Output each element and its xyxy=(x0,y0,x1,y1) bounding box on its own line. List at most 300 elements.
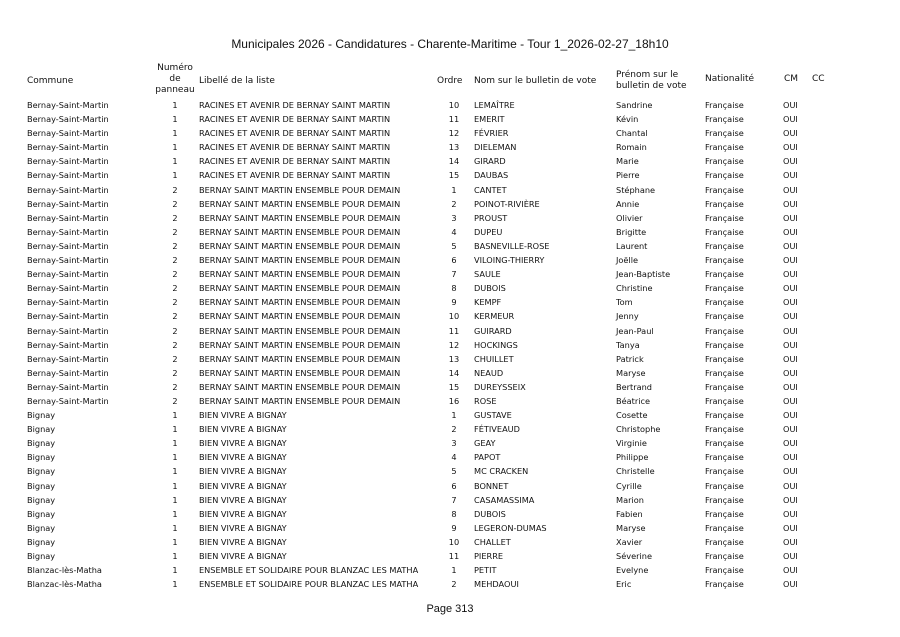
cell-ordre: 14 xyxy=(448,156,460,167)
cell-prenom: Philippe xyxy=(616,452,649,463)
cell-nationalite: Française xyxy=(705,424,744,435)
cell-prenom: Olivier xyxy=(616,212,643,223)
cell-cm: OUI xyxy=(783,114,798,125)
cell-commune: Bernay-Saint-Martin xyxy=(27,283,109,294)
cell-libelle: BIEN VIVRE A BIGNAY xyxy=(199,438,287,449)
table-row xyxy=(0,422,900,436)
cell-nationalite: Française xyxy=(705,156,744,167)
cell-libelle: BERNAY SAINT MARTIN ENSEMBLE POUR DEMAIN xyxy=(199,325,401,336)
table-row xyxy=(0,154,900,168)
cell-nationalite: Française xyxy=(705,311,744,322)
table-row xyxy=(0,352,900,366)
cell-panneau: 2 xyxy=(172,226,178,237)
cell-cm: OUI xyxy=(783,269,798,280)
cell-prenom: Joëlle xyxy=(616,255,639,266)
cell-nationalite: Française xyxy=(705,339,744,350)
cell-libelle: BIEN VIVRE A BIGNAY xyxy=(199,424,287,435)
cell-libelle: RACINES ET AVENIR DE BERNAY SAINT MARTIN xyxy=(199,156,391,167)
table-row xyxy=(0,493,900,507)
cell-panneau: 1 xyxy=(172,522,178,533)
cell-prenom: Marion xyxy=(616,494,644,505)
cell-nationalite: Française xyxy=(705,100,744,110)
cell-nationalite: Française xyxy=(705,353,744,364)
cell-cm: OUI xyxy=(783,536,798,547)
table-row xyxy=(0,380,900,394)
table-row xyxy=(0,464,900,478)
cell-panneau: 1 xyxy=(172,565,178,576)
cell-panneau: 1 xyxy=(172,410,178,421)
header-ordre: Ordre xyxy=(437,76,463,86)
cell-panneau: 2 xyxy=(172,255,178,266)
cell-cm: OUI xyxy=(783,226,798,237)
cell-prenom: Evelyne xyxy=(616,565,649,576)
cell-libelle: BERNAY SAINT MARTIN ENSEMBLE POUR DEMAIN xyxy=(199,367,401,378)
cell-ordre: 13 xyxy=(448,353,460,364)
cell-libelle: BERNAY SAINT MARTIN ENSEMBLE POUR DEMAIN xyxy=(199,297,401,308)
cell-ordre: 10 xyxy=(448,100,460,110)
cell-ordre: 8 xyxy=(451,283,457,294)
cell-commune: Bernay-Saint-Martin xyxy=(27,339,109,350)
cell-ordre: 12 xyxy=(448,339,460,350)
cell-libelle: BERNAY SAINT MARTIN ENSEMBLE POUR DEMAIN xyxy=(199,269,401,280)
cell-nationalite: Française xyxy=(705,114,744,125)
cell-panneau: 1 xyxy=(172,579,178,590)
cell-nationalite: Française xyxy=(705,170,744,181)
cell-ordre: 6 xyxy=(451,255,457,266)
cell-libelle: RACINES ET AVENIR DE BERNAY SAINT MARTIN xyxy=(199,170,391,181)
cell-panneau: 1 xyxy=(172,480,178,491)
cell-panneau: 2 xyxy=(172,395,178,406)
cell-nom: PETIT xyxy=(474,565,497,576)
table-row xyxy=(0,324,900,338)
header-prenom-line2: bulletin de vote xyxy=(616,81,687,91)
header-panneau-line2: de xyxy=(169,74,181,84)
cell-libelle: RACINES ET AVENIR DE BERNAY SAINT MARTIN xyxy=(199,114,391,125)
table-row xyxy=(0,197,900,211)
cell-nom: SAULE xyxy=(474,269,501,280)
cell-libelle: BERNAY SAINT MARTIN ENSEMBLE POUR DEMAIN xyxy=(199,198,401,209)
cell-panneau: 1 xyxy=(172,170,178,181)
cell-commune: Bernay-Saint-Martin xyxy=(27,184,109,195)
cell-prenom: Jenny xyxy=(616,311,639,322)
cell-commune: Bernay-Saint-Martin xyxy=(27,156,109,167)
cell-nom: BASNEVILLE-ROSE xyxy=(474,240,550,251)
table-row xyxy=(0,253,900,267)
cell-nom: PAPOT xyxy=(474,452,501,463)
cell-prenom: Pierre xyxy=(616,170,640,181)
cell-nom: DIELEMAN xyxy=(474,142,517,153)
cell-nom: CASAMASSIMA xyxy=(474,494,535,505)
cell-commune: Bernay-Saint-Martin xyxy=(27,395,109,406)
cell-prenom: Romain xyxy=(616,142,647,153)
table-row xyxy=(0,535,900,549)
table-row xyxy=(0,507,900,521)
cell-ordre: 5 xyxy=(451,240,457,251)
cell-commune: Bernay-Saint-Martin xyxy=(27,311,109,322)
table-row xyxy=(0,436,900,450)
cell-commune: Bignay xyxy=(27,452,56,463)
cell-panneau: 1 xyxy=(172,114,178,125)
cell-panneau: 2 xyxy=(172,367,178,378)
cell-libelle: RACINES ET AVENIR DE BERNAY SAINT MARTIN xyxy=(199,100,391,110)
cell-libelle: BIEN VIVRE A BIGNAY xyxy=(199,522,287,533)
cell-nationalite: Française xyxy=(705,522,744,533)
table-row xyxy=(0,225,900,239)
header-libelle: Libellé de la liste xyxy=(199,76,275,86)
table-row xyxy=(0,521,900,535)
cell-nationalite: Française xyxy=(705,367,744,378)
cell-prenom: Annie xyxy=(616,198,640,209)
cell-ordre: 6 xyxy=(451,480,457,491)
cell-commune: Bignay xyxy=(27,508,56,519)
cell-nom: FÉTIVEAUD xyxy=(474,424,520,435)
cell-cm: OUI xyxy=(783,339,798,350)
table-row xyxy=(0,168,900,182)
cell-nationalite: Française xyxy=(705,198,744,209)
cell-cm: OUI xyxy=(783,381,798,392)
header-commune: Commune xyxy=(27,76,74,86)
header-nom: Nom sur le bulletin de vote xyxy=(474,76,597,86)
cell-cm: OUI xyxy=(783,551,798,561)
header-panneau-line1: Numéro xyxy=(157,63,193,73)
cell-cm: OUI xyxy=(783,170,798,181)
cell-commune: Bernay-Saint-Martin xyxy=(27,240,109,251)
table-row xyxy=(0,577,900,591)
cell-prenom: Chantal xyxy=(616,128,648,139)
cell-commune: Bernay-Saint-Martin xyxy=(27,170,109,181)
cell-libelle: BERNAY SAINT MARTIN ENSEMBLE POUR DEMAIN xyxy=(199,283,401,294)
cell-ordre: 1 xyxy=(451,410,457,421)
cell-ordre: 12 xyxy=(448,128,460,139)
cell-commune: Bignay xyxy=(27,410,56,421)
cell-nom: PIERRE xyxy=(474,551,504,561)
cell-cm: OUI xyxy=(783,522,798,533)
table-row xyxy=(0,394,900,408)
cell-nationalite: Française xyxy=(705,565,744,576)
cell-nationalite: Française xyxy=(705,283,744,294)
cell-nom: DUBOIS xyxy=(474,283,506,294)
cell-libelle: BERNAY SAINT MARTIN ENSEMBLE POUR DEMAIN xyxy=(199,311,401,322)
table-row xyxy=(0,267,900,281)
cell-nationalite: Française xyxy=(705,269,744,280)
table-row xyxy=(0,366,900,380)
cell-cm: OUI xyxy=(783,311,798,322)
cell-cm: OUI xyxy=(783,128,798,139)
table-row xyxy=(0,239,900,253)
cell-prenom: Jean-Paul xyxy=(616,325,654,336)
cell-commune: Bernay-Saint-Martin xyxy=(27,255,109,266)
cell-ordre: 2 xyxy=(451,579,457,590)
cell-nationalite: Française xyxy=(705,452,744,463)
cell-nationalite: Française xyxy=(705,226,744,237)
cell-nationalite: Française xyxy=(705,240,744,251)
cell-ordre: 3 xyxy=(451,212,457,223)
cell-nationalite: Française xyxy=(705,438,744,449)
cell-ordre: 11 xyxy=(448,551,460,561)
cell-libelle: BERNAY SAINT MARTIN ENSEMBLE POUR DEMAIN xyxy=(199,255,401,266)
cell-libelle: BIEN VIVRE A BIGNAY xyxy=(199,410,287,421)
header-cm: CM xyxy=(784,74,799,84)
cell-ordre: 10 xyxy=(448,311,460,322)
table-row xyxy=(0,450,900,464)
cell-nom: GEAY xyxy=(474,438,496,449)
table-row xyxy=(0,295,900,309)
cell-libelle: BERNAY SAINT MARTIN ENSEMBLE POUR DEMAIN xyxy=(199,240,401,251)
cell-libelle: BIEN VIVRE A BIGNAY xyxy=(199,452,287,463)
table-row xyxy=(0,281,900,295)
cell-cm: OUI xyxy=(783,212,798,223)
cell-panneau: 1 xyxy=(172,536,178,547)
cell-panneau: 1 xyxy=(172,424,178,435)
cell-prenom: Bertrand xyxy=(616,381,653,392)
cell-nom: ROSE xyxy=(474,395,497,406)
cell-nom: NEAUD xyxy=(474,367,504,378)
cell-ordre: 14 xyxy=(448,367,460,378)
cell-libelle: BIEN VIVRE A BIGNAY xyxy=(199,466,287,477)
cell-cm: OUI xyxy=(783,438,798,449)
cell-commune: Bignay xyxy=(27,536,56,547)
cell-prenom: Séverine xyxy=(616,551,652,561)
header-nationalite: Nationalité xyxy=(705,74,755,84)
cell-cm: OUI xyxy=(783,466,798,477)
header-panneau xyxy=(152,63,198,96)
cell-panneau: 2 xyxy=(172,311,178,322)
cell-ordre: 7 xyxy=(451,494,457,505)
cell-nom: DUPEU xyxy=(474,226,503,237)
cell-nom: DUREYSSEIX xyxy=(474,381,526,392)
cell-prenom: Christophe xyxy=(616,424,661,435)
cell-cm: OUI xyxy=(783,255,798,266)
cell-nom: CHUILLET xyxy=(474,353,514,364)
cell-ordre: 1 xyxy=(451,565,457,576)
cell-commune: Bernay-Saint-Martin xyxy=(27,128,109,139)
cell-cm: OUI xyxy=(783,367,798,378)
cell-panneau: 2 xyxy=(172,297,178,308)
cell-nationalite: Française xyxy=(705,466,744,477)
page-number: Page 313 xyxy=(426,603,474,615)
cell-nom: GUSTAVE xyxy=(474,410,512,421)
cell-ordre: 8 xyxy=(451,508,457,519)
cell-panneau: 1 xyxy=(172,438,178,449)
cell-panneau: 1 xyxy=(172,452,178,463)
cell-commune: Bernay-Saint-Martin xyxy=(27,198,109,209)
cell-nom: GIRARD xyxy=(474,156,506,167)
cell-ordre: 15 xyxy=(448,170,460,181)
cell-panneau: 2 xyxy=(172,184,178,195)
cell-panneau: 1 xyxy=(172,128,178,139)
cell-ordre: 9 xyxy=(451,297,457,308)
cell-libelle: BIEN VIVRE A BIGNAY xyxy=(199,494,287,505)
cell-panneau: 2 xyxy=(172,283,178,294)
cell-cm: OUI xyxy=(783,410,798,421)
cell-libelle: BERNAY SAINT MARTIN ENSEMBLE POUR DEMAIN xyxy=(199,339,401,350)
table-row xyxy=(0,112,900,126)
cell-cm: OUI xyxy=(783,184,798,195)
cell-nationalite: Française xyxy=(705,480,744,491)
cell-cm: OUI xyxy=(783,579,798,590)
cell-nationalite: Française xyxy=(705,212,744,223)
cell-nationalite: Française xyxy=(705,536,744,547)
cell-ordre: 10 xyxy=(448,536,460,547)
cell-prenom: Virginie xyxy=(616,438,647,449)
cell-commune: Bignay xyxy=(27,438,56,449)
cell-ordre: 7 xyxy=(451,269,457,280)
cell-commune: Bignay xyxy=(27,480,56,491)
cell-libelle: BERNAY SAINT MARTIN ENSEMBLE POUR DEMAIN xyxy=(199,226,401,237)
cell-ordre: 2 xyxy=(451,198,457,209)
cell-nom: MC CRACKEN xyxy=(474,466,529,477)
cell-prenom: Stéphane xyxy=(616,184,656,195)
cell-panneau: 2 xyxy=(172,381,178,392)
cell-nom: EMERIT xyxy=(474,114,505,125)
cell-panneau: 1 xyxy=(172,100,178,110)
cell-nom: LEGERON-DUMAS xyxy=(474,522,547,533)
cell-prenom: Béatrice xyxy=(616,395,651,406)
cell-commune: Bernay-Saint-Martin xyxy=(27,212,109,223)
cell-ordre: 9 xyxy=(451,522,457,533)
cell-panneau: 2 xyxy=(172,269,178,280)
cell-commune: Bernay-Saint-Martin xyxy=(27,142,109,153)
cell-cm: OUI xyxy=(783,156,798,167)
cell-prenom: Tanya xyxy=(616,339,640,350)
cell-cm: OUI xyxy=(783,240,798,251)
cell-commune: Bignay xyxy=(27,466,56,477)
cell-libelle: BERNAY SAINT MARTIN ENSEMBLE POUR DEMAIN xyxy=(199,353,401,364)
cell-nom: CHALLET xyxy=(474,536,511,547)
cell-cm: OUI xyxy=(783,198,798,209)
cell-panneau: 1 xyxy=(172,508,178,519)
cell-prenom: Sandrine xyxy=(616,100,653,110)
cell-prenom: Maryse xyxy=(616,367,646,378)
cell-commune: Bernay-Saint-Martin xyxy=(27,226,109,237)
cell-libelle: BERNAY SAINT MARTIN ENSEMBLE POUR DEMAIN xyxy=(199,184,401,195)
table-row xyxy=(0,563,900,577)
page-title: Municipales 2026 - Candidatures - Charente-Maritime - Tour 1_2026-02-27_18h10 xyxy=(231,37,669,51)
cell-nom: KERMEUR xyxy=(474,311,515,322)
cell-nationalite: Française xyxy=(705,410,744,421)
cell-prenom: Cosette xyxy=(616,410,648,421)
cell-ordre: 13 xyxy=(448,142,460,153)
cell-nom: GUIRARD xyxy=(474,325,512,336)
table-row xyxy=(0,98,900,112)
table-row xyxy=(0,211,900,225)
cell-libelle: ENSEMBLE ET SOLIDAIRE POUR BLANZAC LES MATHA xyxy=(199,579,419,590)
cell-libelle: RACINES ET AVENIR DE BERNAY SAINT MARTIN xyxy=(199,128,391,139)
cell-nom: VILOING-THIERRY xyxy=(474,255,545,266)
cell-nationalite: Française xyxy=(705,579,744,590)
cell-libelle: ENSEMBLE ET SOLIDAIRE POUR BLANZAC LES MATHA xyxy=(199,565,419,576)
cell-panneau: 2 xyxy=(172,212,178,223)
cell-nationalite: Française xyxy=(705,297,744,308)
cell-ordre: 1 xyxy=(451,184,457,195)
cell-libelle: BIEN VIVRE A BIGNAY xyxy=(199,480,287,491)
header-panneau-line3: panneau xyxy=(155,85,195,95)
cell-prenom: Marie xyxy=(616,156,639,167)
cell-ordre: 11 xyxy=(448,114,460,125)
cell-prenom: Tom xyxy=(616,297,633,308)
cell-commune: Bignay xyxy=(27,494,56,505)
cell-commune: Bernay-Saint-Martin xyxy=(27,269,109,280)
cell-commune: Bernay-Saint-Martin xyxy=(27,297,109,308)
cell-libelle: BERNAY SAINT MARTIN ENSEMBLE POUR DEMAIN xyxy=(199,395,401,406)
cell-nom: FÉVRIER xyxy=(474,128,509,139)
table-row xyxy=(0,183,900,197)
cell-ordre: 4 xyxy=(451,226,457,237)
cell-panneau: 1 xyxy=(172,551,178,561)
candidates-table xyxy=(0,98,900,591)
cell-panneau: 1 xyxy=(172,142,178,153)
cell-ordre: 16 xyxy=(448,395,460,406)
cell-cm: OUI xyxy=(783,452,798,463)
cell-libelle: BIEN VIVRE A BIGNAY xyxy=(199,551,287,561)
cell-nom: PROUST xyxy=(474,212,508,223)
cell-panneau: 1 xyxy=(172,156,178,167)
cell-cm: OUI xyxy=(783,424,798,435)
cell-commune: Bernay-Saint-Martin xyxy=(27,114,109,125)
header-prenom xyxy=(616,70,687,92)
cell-panneau: 2 xyxy=(172,353,178,364)
cell-nom: CANTET xyxy=(474,184,507,195)
cell-nom: POINOT-RIVIÈRE xyxy=(474,198,540,209)
cell-ordre: 15 xyxy=(448,381,460,392)
cell-nationalite: Française xyxy=(705,142,744,153)
cell-nationalite: Française xyxy=(705,381,744,392)
cell-nationalite: Française xyxy=(705,551,744,561)
cell-prenom: Christelle xyxy=(616,466,655,477)
cell-cm: OUI xyxy=(783,494,798,505)
cell-prenom: Brigitte xyxy=(616,226,647,237)
cell-panneau: 2 xyxy=(172,240,178,251)
cell-ordre: 3 xyxy=(451,438,457,449)
cell-libelle: BERNAY SAINT MARTIN ENSEMBLE POUR DEMAIN xyxy=(199,212,401,223)
cell-nationalite: Française xyxy=(705,508,744,519)
cell-prenom: Jean-Baptiste xyxy=(616,269,671,280)
cell-cm: OUI xyxy=(783,142,798,153)
cell-prenom: Christine xyxy=(616,283,653,294)
cell-cm: OUI xyxy=(783,508,798,519)
cell-libelle: BERNAY SAINT MARTIN ENSEMBLE POUR DEMAIN xyxy=(199,381,401,392)
cell-prenom: Laurent xyxy=(616,240,648,251)
cell-nom: DUBOIS xyxy=(474,508,506,519)
table-row xyxy=(0,408,900,422)
table-row xyxy=(0,309,900,323)
cell-libelle: RACINES ET AVENIR DE BERNAY SAINT MARTIN xyxy=(199,142,391,153)
cell-prenom: Cyrille xyxy=(616,480,642,491)
cell-nationalite: Française xyxy=(705,494,744,505)
cell-prenom: Kévin xyxy=(616,114,639,125)
cell-nationalite: Française xyxy=(705,184,744,195)
cell-panneau: 1 xyxy=(172,494,178,505)
cell-nom: BONNET xyxy=(474,480,509,491)
cell-commune: Bernay-Saint-Martin xyxy=(27,381,109,392)
cell-libelle: BIEN VIVRE A BIGNAY xyxy=(199,536,287,547)
cell-cm: OUI xyxy=(783,565,798,576)
cell-commune: Bignay xyxy=(27,522,56,533)
cell-panneau: 2 xyxy=(172,325,178,336)
cell-commune: Bernay-Saint-Martin xyxy=(27,325,109,336)
cell-libelle: BIEN VIVRE A BIGNAY xyxy=(199,508,287,519)
cell-prenom: Patrick xyxy=(616,353,644,364)
cell-ordre: 5 xyxy=(451,466,457,477)
cell-prenom: Eric xyxy=(616,579,632,590)
cell-nationalite: Française xyxy=(705,255,744,266)
table-row xyxy=(0,140,900,154)
cell-panneau: 1 xyxy=(172,466,178,477)
cell-commune: Bernay-Saint-Martin xyxy=(27,100,109,110)
cell-prenom: Xavier xyxy=(616,536,643,547)
table-row xyxy=(0,479,900,493)
table-row xyxy=(0,126,900,140)
